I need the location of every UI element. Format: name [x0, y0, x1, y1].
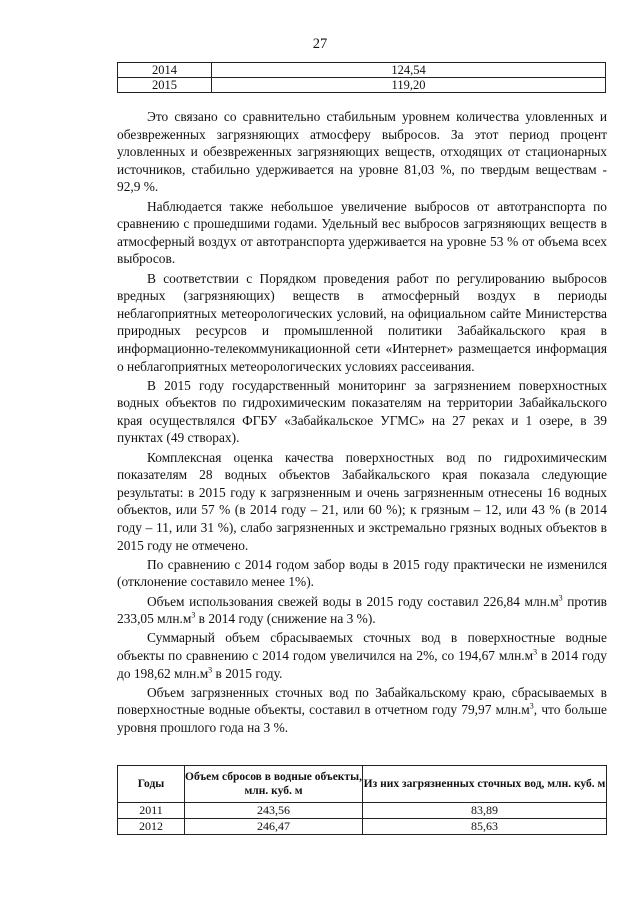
emissions-table — [117, 62, 606, 93]
header-discharge-volume: Объем сбросов в водные объекты, млн. куб. м — [185, 766, 363, 803]
year-cell: 2011 — [118, 803, 185, 819]
table-row — [118, 78, 606, 93]
discharge-cell: 246,47 — [185, 819, 363, 835]
year-cell: 2012 — [118, 819, 185, 835]
superscript: 3 — [558, 593, 563, 603]
text-span: , что больше уровня прошлого года на 3 %. — [117, 702, 607, 735]
text-span: Объем использования свежей воды в 2015 году составил 226,84 млн.м — [147, 593, 559, 609]
polluted-cell: 85,63 — [363, 819, 607, 835]
paragraph-weather-regulation: В соответствии с Порядком проведения работ по регулированию выбросов вредных (загрязняющих) веществ в атмосферный воздух в периоды неблагоприятных метеорологических условий, на официальном сайте Министерства природных ресурсов и промышленной политики Забайкальского края в информационно-телекоммуникационной сети «Интернет» размещается информация о неблагоприятных метеорологических условиях рассеивания. — [117, 270, 607, 374]
superscript: 3 — [529, 701, 534, 711]
text-span: Объем загрязненных сточных вод по Забайкальскому краю, сбрасываемых в поверхностные водные объекты, составил в отчетном году 79,97 млн.м — [117, 684, 607, 718]
text-span: в 2014 году до 198,62 млн.м — [117, 647, 607, 681]
text-span: в 2014 году (снижение на 3 %). — [195, 611, 376, 627]
table-header-row — [118, 766, 607, 803]
text-span: в 2015 году. — [212, 665, 283, 681]
paragraph-polluted-wastewater — [117, 684, 607, 737]
header-years: Годы — [118, 766, 185, 803]
paragraph-vehicle-emissions: Наблюдается также небольшое увеличение выбросов от автотранспорта по сравнению с прошедшими годами. Удельный вес выбросов загрязняющих веществ в атмосферный воздух от автотранспорта удерживается на уровне 53 % от объема всех выбросов. — [117, 198, 607, 267]
polluted-cell: 83,89 — [363, 803, 607, 819]
document-body — [117, 108, 607, 738]
superscript: 3 — [533, 647, 538, 657]
paragraph-emissions-capture: Это связано со сравнительно стабильным уровнем количества уловленных и обезвреженных загрязняющих атмосферу выбросов. За этот период процент уловленных и обезвреженных загрязняющих веществ, отходящих от стационарных источников, стабильно удерживается на уровне 81,03 %, по твердым веществам - 92,9 %. — [117, 109, 607, 195]
year-cell: 2014 — [118, 63, 212, 78]
text-span: против 233,05 млн.м — [117, 593, 607, 627]
table-row — [118, 819, 607, 835]
superscript: 3 — [208, 665, 213, 675]
page-number: 27 — [312, 36, 328, 52]
discharge-cell: 243,56 — [185, 803, 363, 819]
paragraph-water-quality: Комплексная оценка качества поверхностных вод по гидрохимическим показателям 28 водных объектов Забайкальского края показала следующие результаты: в 2015 году к загрязненным и очень загрязненным отнесены 16 водных объектов, или 57 % (в 2014 году – 21, или 60 %); к грязным – 12, или 43 % (в 2014 году – 11, или 31 %), слабо загрязненных и экстремально грязных водных объектов в 2015 году не отмечено. — [117, 449, 607, 553]
wastewater-table — [117, 765, 607, 835]
text-span: Суммарный объем сбрасываемых сточных вод в поверхностные водные объекты по сравнению с 2014 годом увеличился на 2%, со 194,67 млн.м — [117, 630, 607, 663]
year-cell: 2015 — [118, 78, 212, 93]
superscript: 3 — [191, 610, 196, 620]
paragraph-fresh-water-use — [117, 593, 607, 628]
header-polluted-volume: Из них загрязненных сточных вод, млн. куб. м — [363, 766, 607, 803]
paragraph-water-monitoring: В 2015 году государственный мониторинг за загрязнением поверхностных водных объектов по гидрохимическим показателям на территории Забайкальского края осуществлялся ФГБУ «Забайкальское УГМС» на 27 реках и 1 озере, в 39 пунктах (49 створах). — [117, 377, 607, 446]
table-row — [118, 63, 606, 78]
value-cell: 119,20 — [212, 78, 606, 93]
table-row — [118, 803, 607, 819]
value-cell: 124,54 — [212, 63, 606, 78]
paragraph-wastewater-volume — [117, 629, 607, 682]
paragraph-water-intake: По сравнению с 2014 годом забор воды в 2015 году практически не изменился (отклонение составило менее 1%). — [117, 556, 607, 590]
